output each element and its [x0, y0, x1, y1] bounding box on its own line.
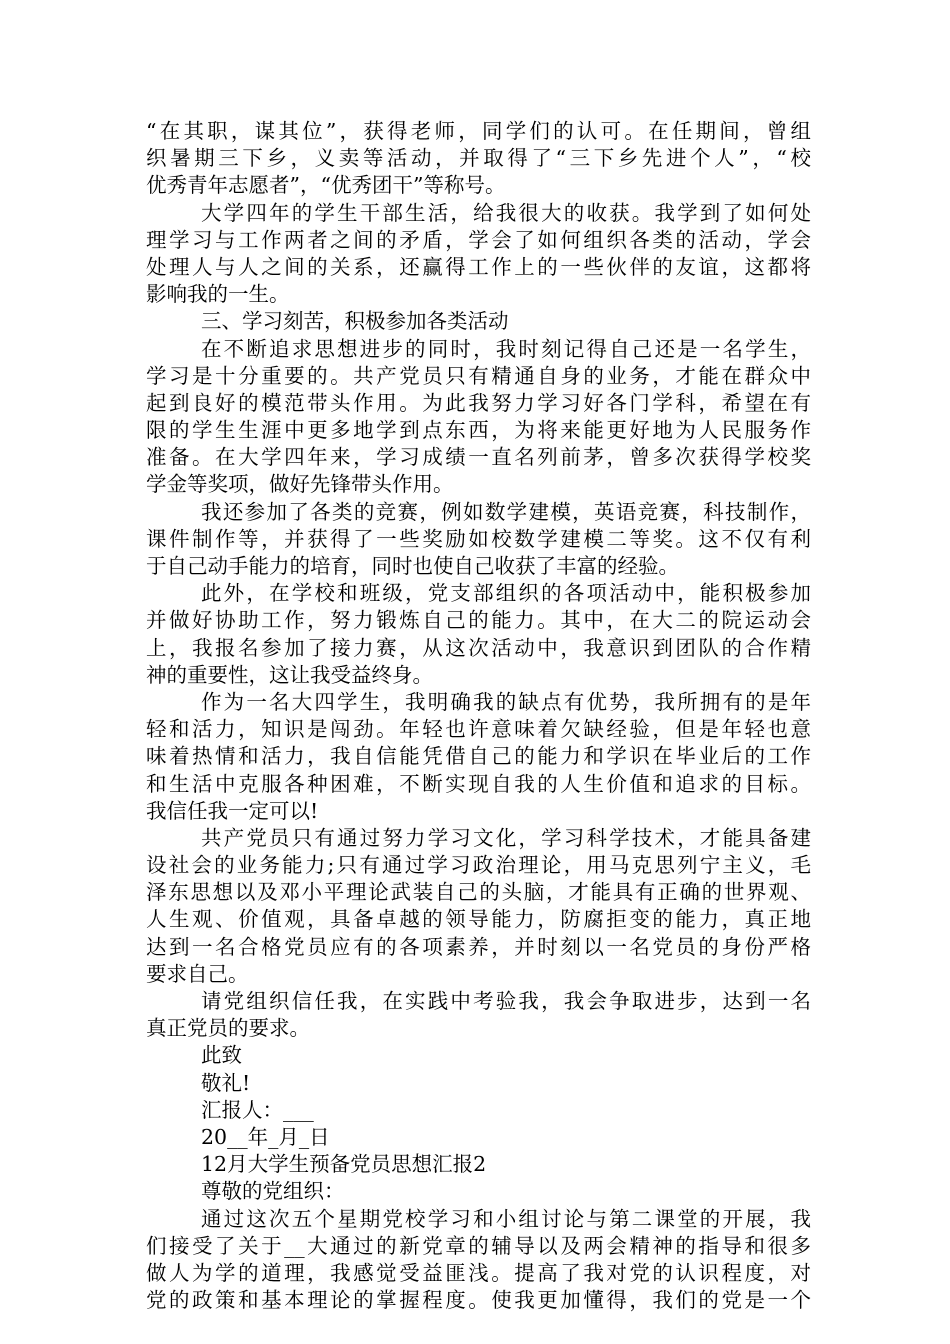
text-line: 影响我的一生。	[146, 282, 290, 307]
text-line: 学习是十分重要的。共产党员只有精通自身的业务，才能在群众中	[146, 363, 811, 388]
text-line: 学金等奖项，做好先锋带头作用。	[146, 472, 454, 497]
text-line: 织暑期三下乡，义卖等活动，并取得了“三下乡先进个人”，“校	[146, 146, 811, 171]
text-line: 共产党员只有通过努力学习文化，学习科学技术，才能具备建	[201, 825, 811, 850]
text-line: 设社会的业务能力;只有通过学习政治理论，用马克思列宁主义，毛	[146, 853, 811, 878]
text-line: 做人为学的道理，我感觉受益匪浅。提高了我对党的认识程度，对	[146, 1260, 811, 1285]
text-line: 轻和活力，知识是闯劲。年轻也许意味着欠缺经验，但是年轻也意	[146, 717, 811, 742]
text-line: 理学习与工作两者之间的矛盾，学会了如何组织各类的活动，学会	[146, 227, 811, 252]
text-line: 处理人与人之间的关系，还赢得工作上的一些伙伴的友谊，这都将	[146, 254, 811, 279]
text-line: “在其职，谋其位”，获得老师，同学们的认可。在任期间，曾组	[146, 119, 811, 143]
text-line: 限的学生生涯中更多地学到点东西，为将来能更好地为人民服务作	[146, 418, 811, 443]
text-line: 党的政策和基本理论的掌握程度。使我更加懂得，我们的党是一个	[146, 1288, 811, 1313]
text-line: 准备。在大学四年来，学习成绩一直名列前茅，曾多次获得学校奖	[146, 445, 811, 470]
text-line: 大学四年的学生干部生活，给我很大的收获。我学到了如何处	[201, 200, 811, 225]
text-line: 此致	[201, 1043, 242, 1068]
text-line: 和生活中克服各种困难，不断实现自我的人生价值和追求的目标。	[146, 771, 811, 796]
text-line: 通过这次五个星期党校学习和小组讨论与第二课堂的开展，我	[201, 1206, 811, 1231]
text-line: 20__年_月_日	[201, 1124, 330, 1149]
text-line: 泽东思想以及邓小平理论武装自己的头脑，才能具有正确的世界观、	[146, 880, 811, 905]
text-line: 达到一名合格党员应有的各项素养，并时刻以一名党员的身份严格	[146, 934, 811, 959]
text-line: 神的重要性，这让我受益终身。	[146, 662, 433, 687]
text-line: 们接受了关于__大通过的新党章的辅导以及两会精神的指导和很多	[146, 1233, 811, 1258]
text-line: 起到良好的模范带头作用。为此我努力学习好各门学科，希望在有	[146, 390, 811, 415]
text-line: 我信任我一定可以!	[146, 798, 319, 823]
text-line: 作为一名大四学生，我明确我的缺点有优势，我所拥有的是年	[201, 689, 811, 714]
text-line: 三、学习刻苦，积极参加各类活动	[201, 309, 509, 334]
text-line: 要求自己。	[146, 961, 249, 986]
text-line: 12月大学生预备党员思想汇报2	[201, 1152, 487, 1177]
text-line: 上，我报名参加了接力赛，从这次活动中，我意识到团队的合作精	[146, 635, 811, 660]
text-line: 汇报人：___	[201, 1097, 314, 1122]
text-line: 尊敬的党组织：	[201, 1179, 345, 1204]
text-line: 优秀青年志愿者”，“优秀团干”等称号。	[146, 173, 506, 198]
text-line: 我还参加了各类的竞赛，例如数学建模，英语竞赛，科技制作，	[201, 499, 811, 524]
text-line: 敬礼!	[201, 1070, 251, 1095]
text-line: 人生观、价值观，具备卓越的领导能力，防腐拒变的能力，真正地	[146, 907, 811, 932]
text-line: 并做好协助工作，努力锻炼自己的能力。其中，在大二的院运动会	[146, 608, 811, 633]
text-line: 在不断追求思想进步的同时，我时刻记得自己还是一名学生，	[201, 336, 811, 361]
text-line: 于自己动手能力的培育，同时也使自己收获了丰富的经验。	[146, 554, 679, 578]
text-line: 味着热情和活力，我自信能凭借自己的能力和学识在毕业后的工作	[146, 744, 811, 769]
text-line: 课件制作等，并获得了一些奖励如校数学建模二等奖。这不仅有利	[146, 526, 811, 551]
text-line: 真正党员的要求。	[146, 1016, 310, 1041]
document-body	[146, 118, 811, 1314]
text-line: 此外，在学校和班级，党支部组织的各项活动中，能积极参加	[201, 581, 811, 606]
text-line: 请党组织信任我，在实践中考验我，我会争取进步，达到一名	[201, 989, 811, 1013]
